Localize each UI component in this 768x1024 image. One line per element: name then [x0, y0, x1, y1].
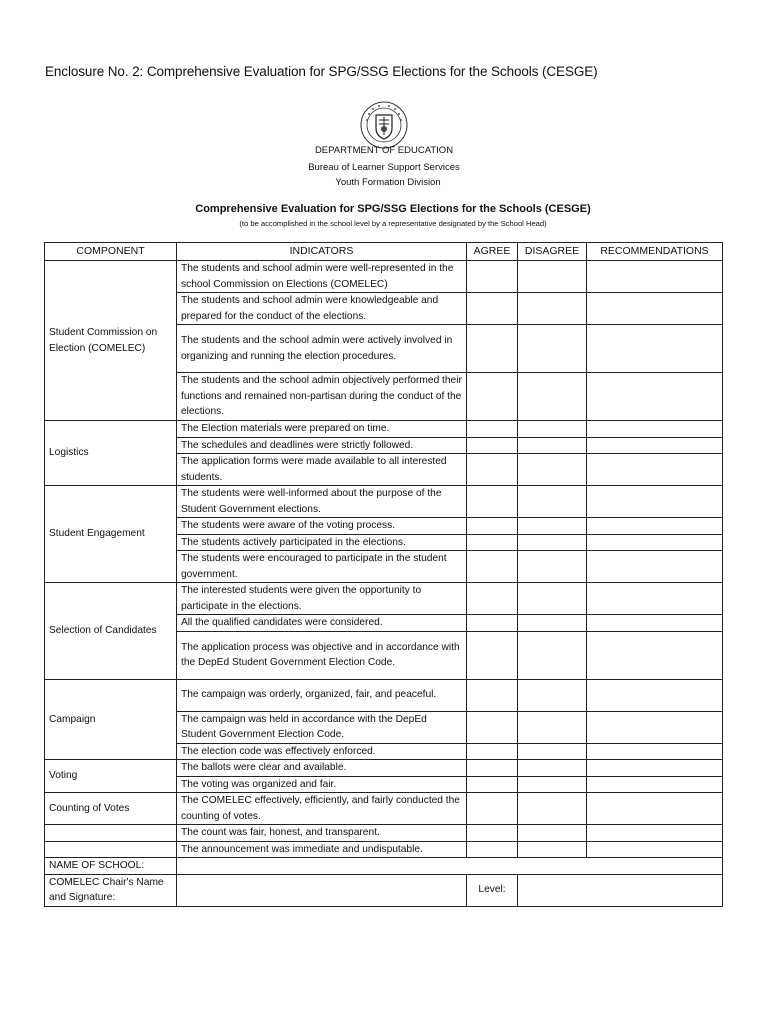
indicator-cell: The students and school admin were well-represented in the school Commission on Elections (COMELEC) — [177, 261, 467, 293]
disagree-cell[interactable] — [518, 373, 587, 421]
level-field[interactable] — [518, 874, 723, 906]
disagree-cell[interactable] — [518, 760, 587, 777]
school-name-field[interactable] — [177, 858, 723, 875]
comelec-chair-label: COMELEC Chair's Name and Signature: — [45, 874, 177, 906]
disagree-cell[interactable] — [518, 518, 587, 535]
indicator-cell: The COMELEC effectively, efficiently, and fairly conducted the counting of votes. — [177, 793, 467, 825]
agree-cell[interactable] — [467, 825, 518, 842]
deped-seal-icon — [359, 100, 409, 150]
disagree-cell[interactable] — [518, 534, 587, 551]
level-label: Level: — [467, 874, 518, 906]
agree-cell[interactable] — [467, 293, 518, 325]
recommendation-cell[interactable] — [587, 373, 723, 421]
disagree-cell[interactable] — [518, 293, 587, 325]
table-row — [45, 760, 723, 777]
indicator-cell: The campaign was orderly, organized, fair, and peaceful. — [177, 679, 467, 711]
table-row — [45, 261, 723, 293]
disagree-cell[interactable] — [518, 631, 587, 679]
recommendation-cell[interactable] — [587, 776, 723, 793]
agree-cell[interactable] — [467, 454, 518, 486]
division-name: Youth Formation Division — [335, 177, 441, 188]
school-name-label: NAME OF SCHOOL: — [45, 858, 177, 875]
indicator-cell: The students and school admin were knowledgeable and prepared for the conduct of the elections. — [177, 293, 467, 325]
department-name: DEPARTMENT OF EDUCATION — [314, 145, 454, 156]
recommendation-cell[interactable] — [587, 793, 723, 825]
table-row — [45, 679, 723, 711]
bureau-name: Bureau of Learner Support Services — [308, 162, 460, 173]
disagree-cell[interactable] — [518, 679, 587, 711]
component-cell: Student Commission on Election (COMELEC) — [45, 261, 177, 421]
agree-cell[interactable] — [467, 261, 518, 293]
indicator-cell: All the qualified candidates were considered. — [177, 615, 467, 632]
agree-cell[interactable] — [467, 583, 518, 615]
recommendation-cell[interactable] — [587, 679, 723, 711]
indicator-cell: The application process was objective and in accordance with the DepEd Student Government Election Code. — [177, 631, 467, 679]
component-cell: Counting of Votes — [45, 793, 177, 825]
component-cell: Student Engagement — [45, 486, 177, 583]
indicator-cell: The application forms were made available to all interested students. — [177, 454, 467, 486]
recommendation-cell[interactable] — [587, 437, 723, 454]
indicator-cell: The students were encouraged to participate in the student government. — [177, 551, 467, 583]
header-recommendations: RECOMMENDATIONS — [587, 243, 723, 261]
agree-cell[interactable] — [467, 437, 518, 454]
component-cell: Selection of Candidates — [45, 583, 177, 680]
indicator-cell: The campaign was held in accordance with the DepEd Student Government Election Code. — [177, 711, 467, 743]
recommendation-cell[interactable] — [587, 454, 723, 486]
table-row — [45, 583, 723, 615]
agree-cell[interactable] — [467, 373, 518, 421]
disagree-cell[interactable] — [518, 793, 587, 825]
agree-cell[interactable] — [467, 631, 518, 679]
agree-cell[interactable] — [467, 711, 518, 743]
enclosure-title: Enclosure No. 2: Comprehensive Evaluation for SPG/SSG Elections for the Schools (CESGE) — [45, 64, 598, 79]
agree-cell[interactable] — [467, 793, 518, 825]
component-cell: Voting — [45, 760, 177, 793]
indicator-cell: The voting was organized and fair. — [177, 776, 467, 793]
recommendation-cell[interactable] — [587, 518, 723, 535]
recommendation-cell[interactable] — [587, 421, 723, 438]
indicator-cell: The students were aware of the voting process. — [177, 518, 467, 535]
agree-cell[interactable] — [467, 679, 518, 711]
table-row — [45, 841, 723, 858]
component-cell: Logistics — [45, 421, 177, 486]
disagree-cell[interactable] — [518, 841, 587, 858]
indicator-cell: The ballots were clear and available. — [177, 760, 467, 777]
agree-cell[interactable] — [467, 486, 518, 518]
indicator-cell: The schedules and deadlines were strictly followed. — [177, 437, 467, 454]
table-row — [45, 421, 723, 438]
recommendation-cell[interactable] — [587, 615, 723, 632]
indicator-cell: The students and the school admin were actively involved in organizing and running the election procedures. — [177, 325, 467, 373]
disagree-cell[interactable] — [518, 551, 587, 583]
agree-cell[interactable] — [467, 615, 518, 632]
agree-cell[interactable] — [467, 760, 518, 777]
recommendation-cell[interactable] — [587, 325, 723, 373]
recommendation-cell[interactable] — [587, 825, 723, 842]
component-cell — [45, 825, 177, 842]
recommendation-cell[interactable] — [587, 841, 723, 858]
recommendation-cell[interactable] — [587, 760, 723, 777]
disagree-cell[interactable] — [518, 583, 587, 615]
table-row — [45, 486, 723, 518]
form-title: Comprehensive Evaluation for SPG/SSG Elections for the Schools (CESGE) — [195, 203, 591, 215]
recommendation-cell[interactable] — [587, 711, 723, 743]
disagree-cell[interactable] — [518, 421, 587, 438]
disagree-cell[interactable] — [518, 454, 587, 486]
agree-cell[interactable] — [467, 534, 518, 551]
recommendation-cell[interactable] — [587, 583, 723, 615]
form-subtitle: (to be accomplished in the school level by a representative designated by the School Head) — [239, 219, 547, 228]
recommendation-cell[interactable] — [587, 534, 723, 551]
agree-cell[interactable] — [467, 551, 518, 583]
agree-cell[interactable] — [467, 325, 518, 373]
indicator-cell: The announcement was immediate and undisputable. — [177, 841, 467, 858]
recommendation-cell[interactable] — [587, 261, 723, 293]
header-disagree: DISAGREE — [518, 243, 587, 261]
header-component: COMPONENT — [45, 243, 177, 261]
disagree-cell[interactable] — [518, 615, 587, 632]
indicator-cell: The students and the school admin objectively performed their functions and remained non-partisan during the conduct of the elections. — [177, 373, 467, 421]
evaluation-table — [44, 242, 723, 907]
disagree-cell[interactable] — [518, 486, 587, 518]
agree-cell[interactable] — [467, 841, 518, 858]
component-cell — [45, 841, 177, 858]
disagree-cell[interactable] — [518, 743, 587, 760]
recommendation-cell[interactable] — [587, 293, 723, 325]
comelec-chair-field[interactable] — [177, 874, 467, 906]
indicator-cell: The students were well-informed about the purpose of the Student Government elections. — [177, 486, 467, 518]
header-indicators: INDICATORS — [177, 243, 467, 261]
school-name-row — [45, 858, 723, 875]
agree-cell[interactable] — [467, 421, 518, 438]
agree-cell[interactable] — [467, 743, 518, 760]
recommendation-cell[interactable] — [587, 551, 723, 583]
agree-cell[interactable] — [467, 518, 518, 535]
disagree-cell[interactable] — [518, 825, 587, 842]
recommendation-cell[interactable] — [587, 631, 723, 679]
disagree-cell[interactable] — [518, 325, 587, 373]
disagree-cell[interactable] — [518, 776, 587, 793]
indicator-cell: The Election materials were prepared on time. — [177, 421, 467, 438]
indicator-cell: The election code was effectively enforced. — [177, 743, 467, 760]
table-header-row — [45, 243, 723, 261]
recommendation-cell[interactable] — [587, 486, 723, 518]
recommendation-cell[interactable] — [587, 743, 723, 760]
table-row — [45, 793, 723, 825]
indicator-cell: The students actively participated in the elections. — [177, 534, 467, 551]
disagree-cell[interactable] — [518, 261, 587, 293]
indicator-cell: The interested students were given the opportunity to participate in the elections. — [177, 583, 467, 615]
disagree-cell[interactable] — [518, 711, 587, 743]
comelec-chair-row — [45, 874, 723, 906]
header-agree: AGREE — [467, 243, 518, 261]
agree-cell[interactable] — [467, 776, 518, 793]
table-row — [45, 825, 723, 842]
indicator-cell: The count was fair, honest, and transparent. — [177, 825, 467, 842]
component-cell: Campaign — [45, 679, 177, 760]
disagree-cell[interactable] — [518, 437, 587, 454]
